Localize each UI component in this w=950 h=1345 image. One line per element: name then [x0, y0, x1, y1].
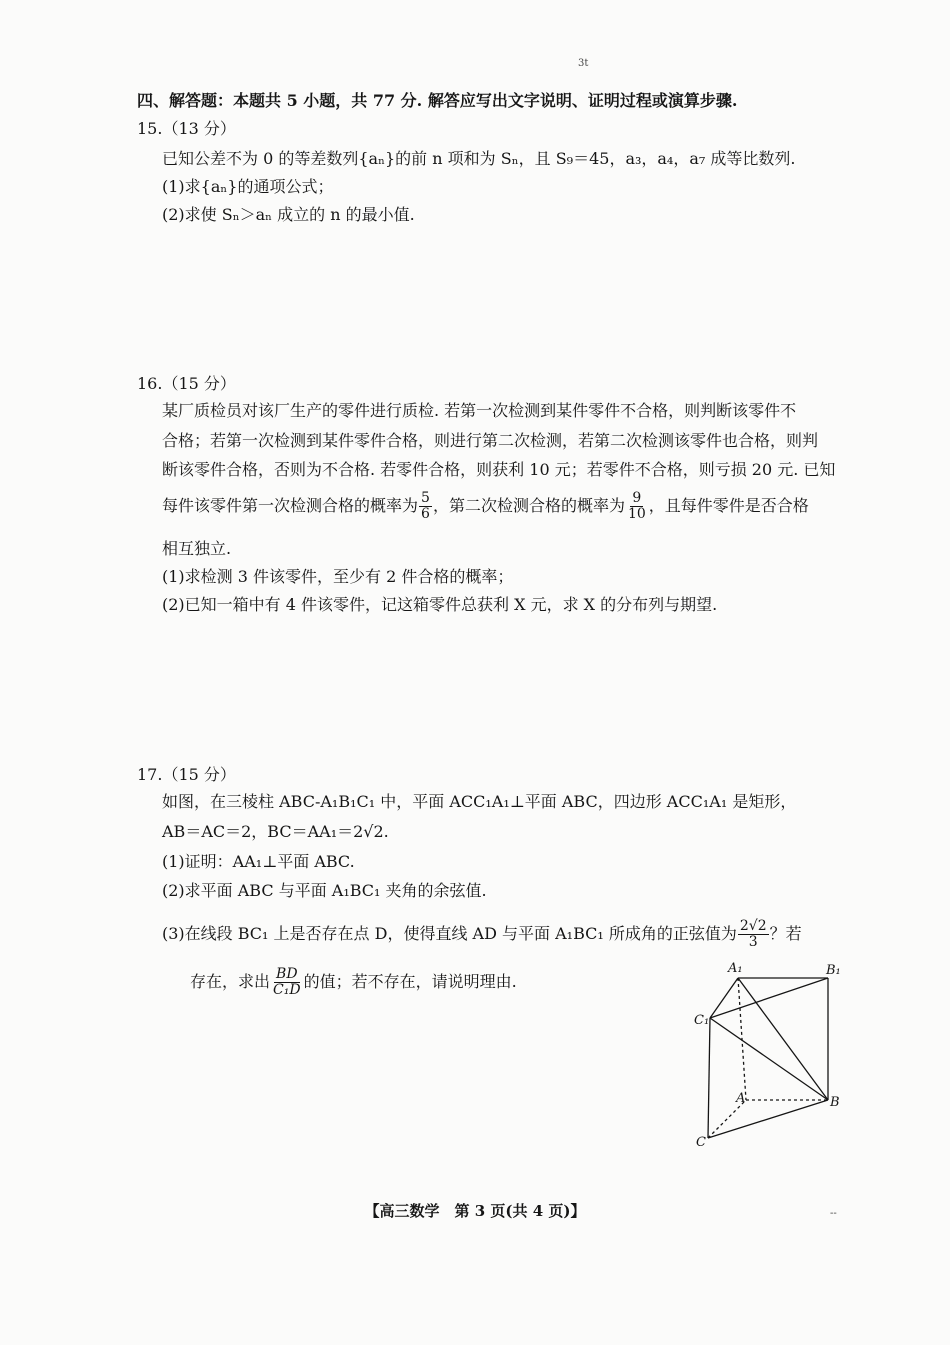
- q16-line4-c: ，且每件零件是否合格: [648, 496, 809, 515]
- q17-part1: (1)证明：AA₁⊥平面 ABC.: [162, 852, 355, 871]
- fraction-denominator: 6: [421, 506, 430, 522]
- q17-line1: 如图，在三棱柱 ABC-A₁B₁C₁ 中，平面 ACC₁A₁⊥平面 ABC，四边形 ACC₁A₁ 是矩形，: [162, 792, 797, 811]
- q15-title: 15.（13 分）: [137, 119, 236, 138]
- edge-C1B1: [710, 978, 828, 1018]
- page-footer: 【高三数学 第 3 页(共 4 页)】: [364, 1202, 586, 1220]
- q15-stem: 已知公差不为 0 的等差数列{aₙ}的前 n 项和为 Sₙ，且 S₉＝45，a₃，a₄，a₇ 成等比数列.: [162, 149, 796, 168]
- q16-title: 16.（15 分）: [137, 374, 236, 393]
- label-A: A: [736, 1091, 746, 1106]
- fraction-numerator: 5: [421, 490, 430, 506]
- q16-line5: 相互独立.: [162, 539, 232, 558]
- edge-C1C: [708, 1018, 710, 1138]
- fraction-BD-C1D: [271, 967, 303, 998]
- q17-line2: AB＝AC＝2，BC＝AA₁＝2√2.: [162, 822, 389, 841]
- label-B: B: [830, 1095, 840, 1110]
- fraction-9-10: [626, 491, 648, 522]
- q16-part1: (1)求检测 3 件该零件，至少有 2 件合格的概率；: [162, 567, 514, 586]
- q16-line2: 合格；若第一次检测到某件零件合格，则进行第二次检测，若第二次检测该零件也合格，则判: [162, 431, 819, 450]
- fraction-numerator: 9: [632, 490, 642, 506]
- top-scan-mark: 3t: [578, 58, 589, 69]
- q16-line3: 断该零件合格，否则为不合格. 若零件合格，则获利 10 元；若零件不合格，则亏损 20 元. 已知: [162, 460, 836, 479]
- label-C1: C₁: [694, 1013, 710, 1028]
- edge-C1B: [710, 1018, 828, 1100]
- q17-title: 17.（15 分）: [137, 765, 236, 784]
- fraction-denominator: 10: [627, 506, 646, 522]
- q16-line1: 某厂质检员对该厂生产的零件进行质检. 若第一次检测到某件零件不合格，则判断该零件不: [162, 401, 797, 420]
- fraction-denominator: C₁D: [273, 982, 301, 998]
- label-B1: B₁: [826, 963, 841, 978]
- q17-part3-c: 存在，求出: [190, 972, 271, 991]
- fraction-denominator: 3: [748, 934, 758, 950]
- q16-line4: [162, 488, 809, 524]
- label-C: C: [696, 1135, 706, 1150]
- q17-part3-line1: [162, 916, 802, 952]
- edge-CB: [708, 1100, 828, 1138]
- label-A1: A₁: [728, 961, 743, 976]
- q15-part1: (1)求{aₙ}的通项公式；: [162, 177, 334, 196]
- q16-line4-b: ，第二次检测合格的概率为: [432, 496, 625, 515]
- edge-A1B: [738, 978, 828, 1100]
- bottom-scan-mark: --: [830, 1208, 837, 1219]
- q17-part3-line2: [190, 964, 517, 1000]
- fraction-numerator: 2√2: [739, 918, 767, 934]
- fraction-2root2-3: [738, 919, 769, 950]
- prism-figure: [688, 960, 848, 1155]
- q15-part2: (2)求使 Sₙ＞aₙ 成立的 n 的最小值.: [162, 205, 415, 224]
- fraction-5-6: [419, 491, 432, 522]
- section-heading: 四、解答题：本题共 5 小题，共 77 分. 解答应写出文字说明、证明过程或演算步骤.: [137, 91, 738, 110]
- q17-part2: (2)求平面 ABC 与平面 A₁BC₁ 夹角的余弦值.: [162, 881, 487, 900]
- q17-part3-d: 的值；若不存在，请说明理由.: [303, 972, 517, 991]
- q17-part3-a: (3)在线段 BC₁ 上是否存在点 D，使得直线 AD 与平面 A₁BC₁ 所成角的正弦值为: [162, 924, 737, 943]
- q16-part2: (2)已知一箱中有 4 件该零件，记这箱零件总获利 X 元，求 X 的分布列与期望.: [162, 595, 718, 614]
- q17-part3-b: ？若: [769, 924, 802, 943]
- edge-A1C1: [710, 978, 738, 1018]
- q16-line4-a: 每件该零件第一次检测合格的概率为: [162, 496, 419, 515]
- fraction-numerator: BD: [276, 966, 298, 982]
